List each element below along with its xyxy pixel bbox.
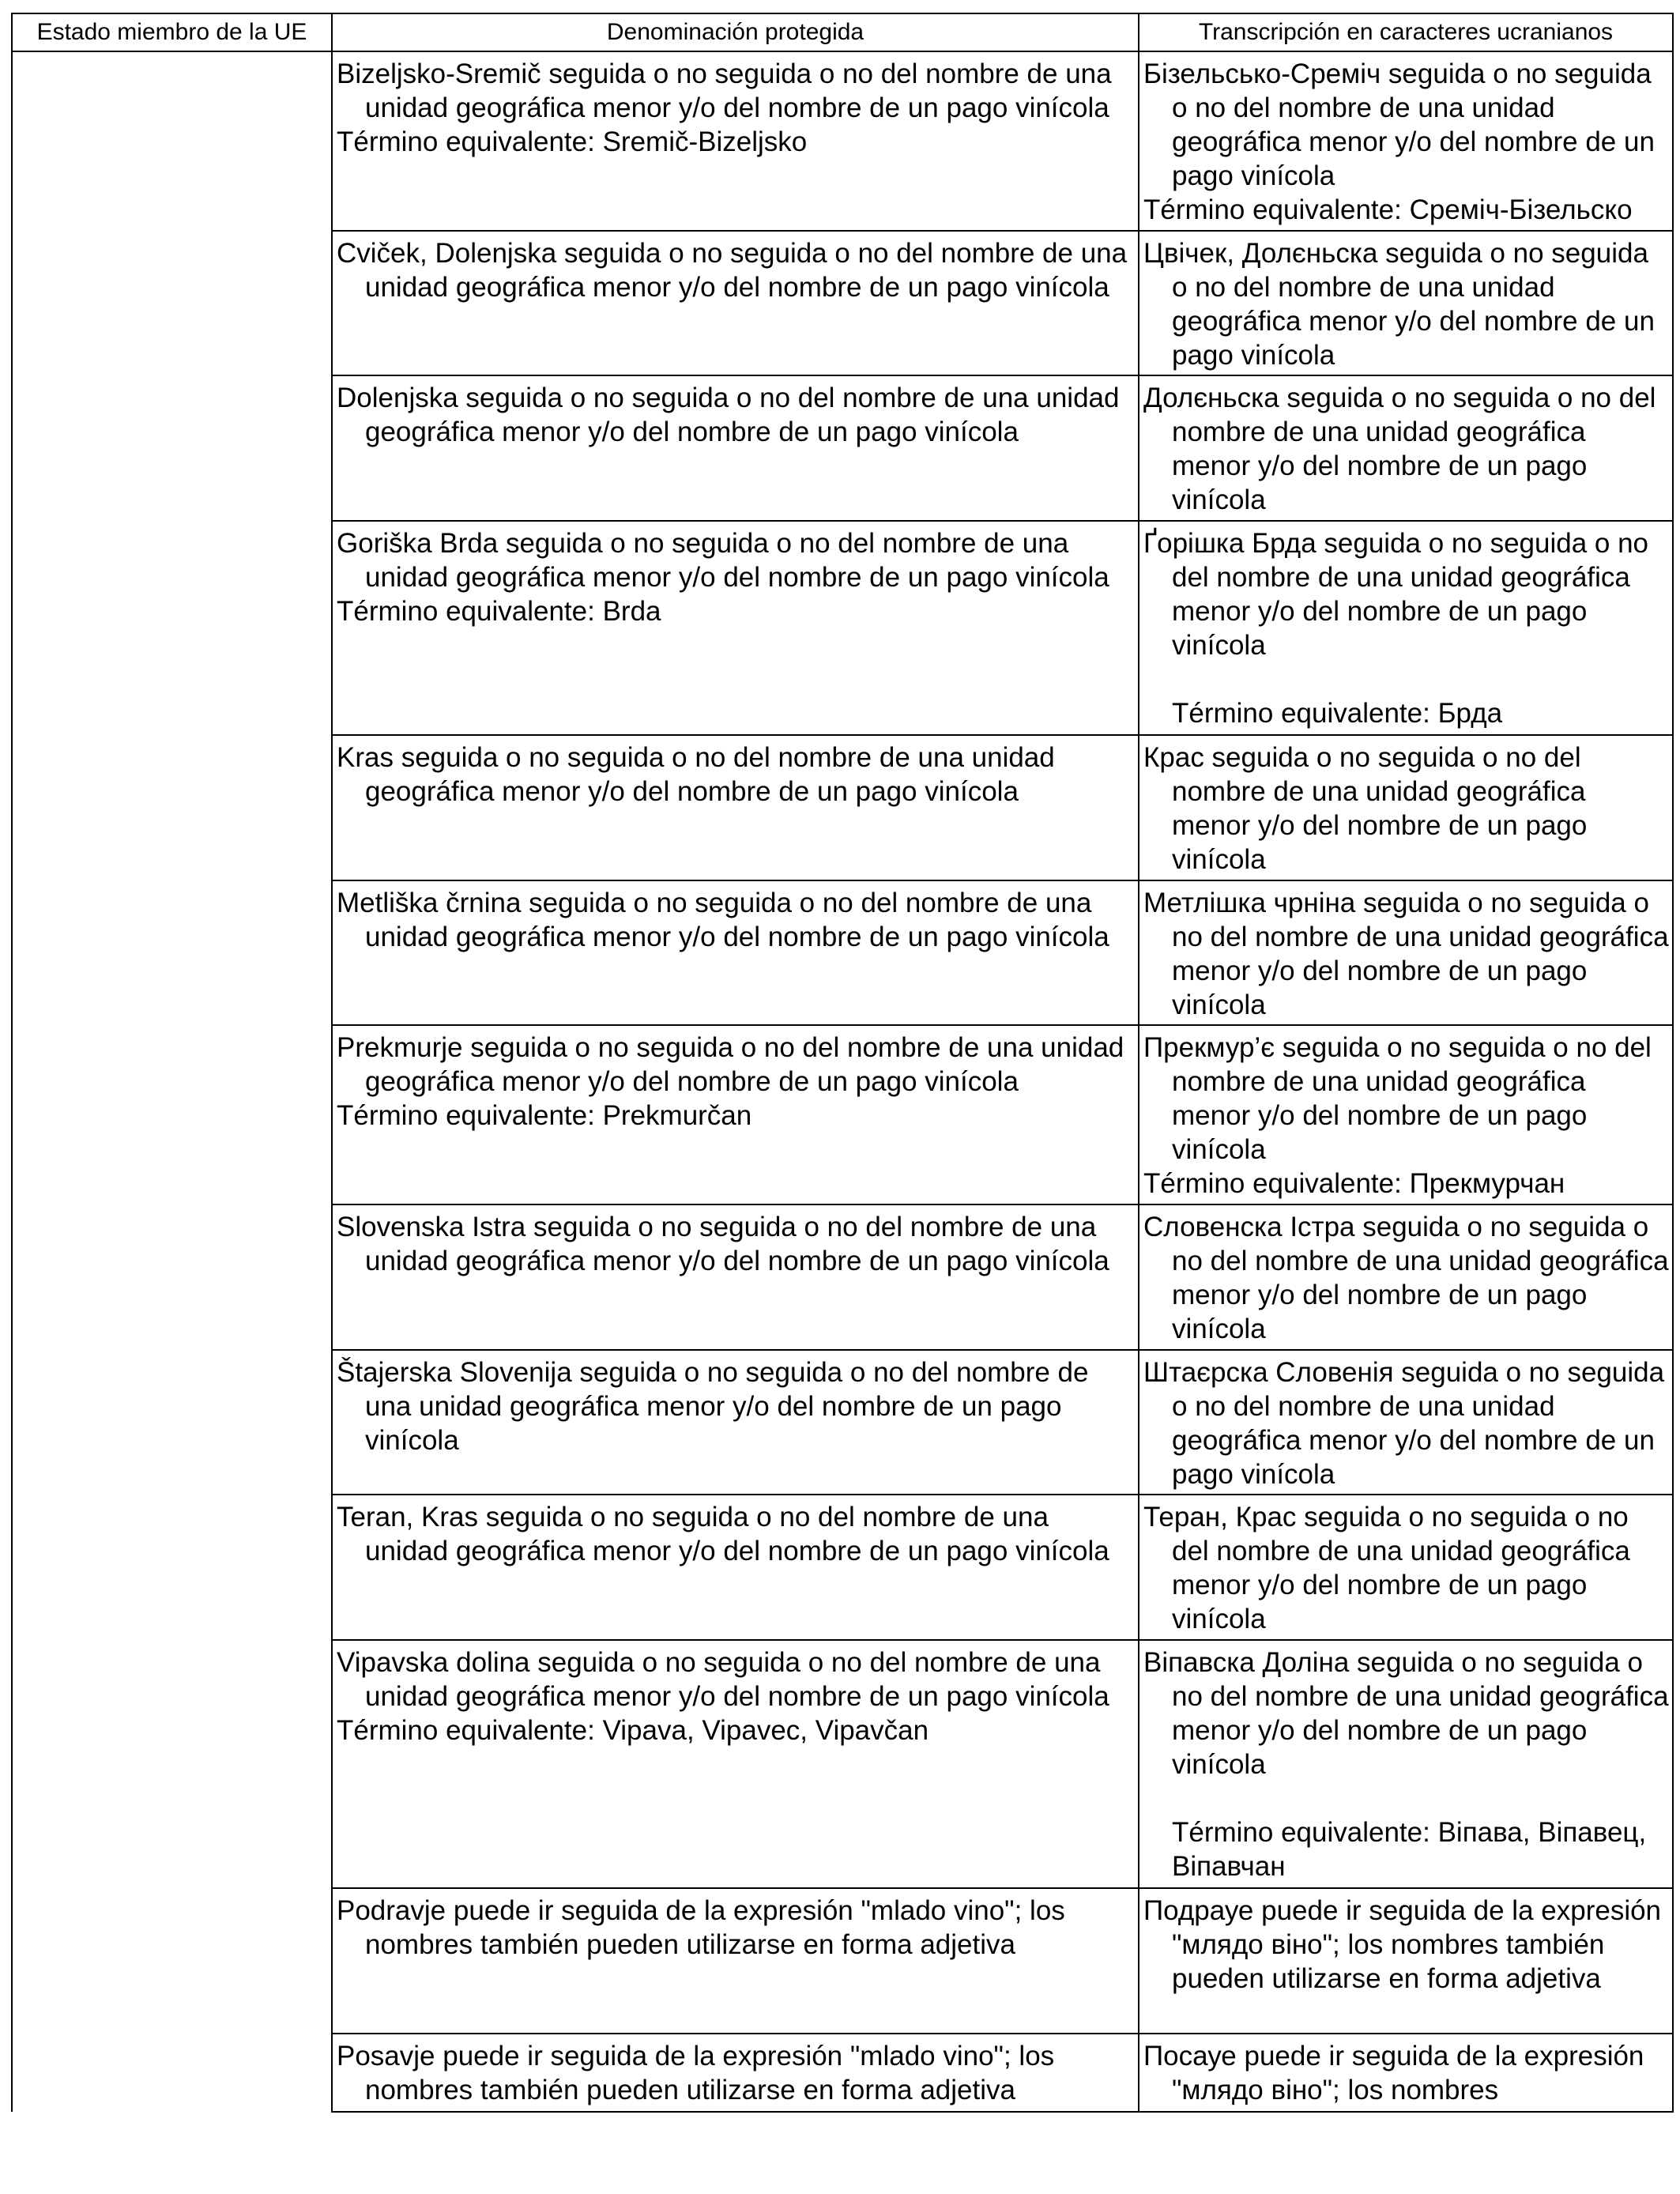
denomination-text: Podravje puede ir seguida de la expresión "mlado vino"; los nombres también pueden utilizarse en forma adjetiva [337, 1895, 1065, 1960]
denomination-cell [332, 735, 1139, 880]
header-ukrainian-transcription: Transcripción en caracteres ucranianos [1139, 13, 1673, 51]
transcription-text: Долєньска seguida o no seguida o no del nombre de una unidad geográfica menor y/o del nombre de un pago vinícola [1143, 383, 1656, 515]
denomination-equivalent: Término equivalente: Prekmurčan [337, 1100, 752, 1131]
denomination-cell [332, 2034, 1139, 2112]
transcription-cell [1139, 1495, 1673, 1640]
transcription-text: Подрауе puede ir seguida de la expresión "млядо віно"; los nombres también pueden utilizarse en forma adjetiva [1143, 1895, 1662, 1994]
denomination-text: Vipavska dolina seguida o no seguida o no del nombre de una unidad geográfica menor y/o del nombre de un pago vinícola [337, 1647, 1109, 1712]
transcription-text: Словенска Істра seguida o no seguida o no del nombre de una unidad geográfica menor y/o del nombre de un pago vinícola [1143, 1212, 1669, 1344]
denominations-table [11, 13, 1674, 2113]
denomination-cell [332, 231, 1139, 375]
denomination-equivalent: Término equivalente: Vipava, Vipavec, Vipavčan [337, 1715, 929, 1746]
denomination-equivalent: Término equivalente: Sremič-Bizeljsko [337, 126, 808, 157]
denomination-text: Dolenjska seguida o no seguida o no del nombre de una unidad geográfica menor y/o del nombre de un pago vinícola [337, 383, 1120, 447]
transcription-cell [1139, 1640, 1673, 1888]
transcription-text: Прекмур’є seguida o no seguida o no del nombre de una unidad geográfica menor y/o del nombre de un pago vinícola [1143, 1032, 1652, 1165]
denomination-text: Posavje puede ir seguida de la expresión "mlado vino"; los nombres también pueden utilizarse en forma adjetiva [337, 2041, 1055, 2105]
transcription-equivalent: Término equivalente: Брда [1172, 698, 1503, 729]
table-row [12, 51, 1673, 231]
denomination-text: Cviček, Dolenjska seguida o no seguida o no del nombre de una unidad geográfica menor y/o del nombre de un pago vinícola [337, 238, 1128, 303]
transcription-text: Цвічек, Долєньска seguida o no seguida o no del nombre de una unidad geográfica menor y/o del nombre de un pago vinícola [1143, 238, 1655, 371]
transcription-text: Штаєрска Словенія seguida o no seguida o no del nombre de una unidad geográfica menor y/o del nombre de un pago vinícola [1143, 1357, 1665, 1490]
denomination-text: Slovenska Istra seguida o no seguida o no del nombre de una unidad geográfica menor y/o del nombre de un pago vinícola [337, 1212, 1109, 1276]
denomination-cell [332, 1204, 1139, 1350]
transcription-equivalent: Término equivalente: Прекмурчан [1143, 1168, 1565, 1199]
table-header-row [12, 13, 1673, 51]
transcription-cell [1139, 1204, 1673, 1350]
denomination-text: Metliška črnina seguida o no seguida o no del nombre de una unidad geográfica menor y/o del nombre de un pago vinícola [337, 888, 1109, 952]
denomination-text: Štajerska Slovenija seguida o no seguida o no del nombre de una unidad geográfica menor y/o del nombre de un pago vinícola [337, 1357, 1089, 1456]
transcription-cell [1139, 51, 1673, 231]
transcription-equivalent: Término equivalente: Віпава, Віпавец, Віпавчан [1172, 1817, 1647, 1882]
denomination-text: Goriška Brda seguida o no seguida o no del nombre de una unidad geográfica menor y/o del nombre de un pago vinícola [337, 528, 1109, 593]
header-member-state: Estado miembro de la UE [12, 13, 332, 51]
member-state-cell [12, 51, 332, 2112]
denomination-text: Kras seguida o no seguida o no del nombre de una unidad geográfica menor y/o del nombre de un pago vinícola [337, 742, 1055, 807]
transcription-cell [1139, 735, 1673, 880]
transcription-cell [1139, 375, 1673, 521]
denomination-cell [332, 521, 1139, 735]
denomination-cell [332, 1640, 1139, 1888]
transcription-cell [1139, 231, 1673, 375]
denomination-cell [332, 1350, 1139, 1495]
denomination-cell [332, 1495, 1139, 1640]
denomination-cell [332, 1025, 1139, 1204]
transcription-cell [1139, 1350, 1673, 1495]
denomination-cell [332, 51, 1139, 231]
transcription-cell [1139, 1025, 1673, 1204]
transcription-text: Теран, Крас seguida o no seguida o no del nombre de una unidad geográfica menor y/o del nombre de un pago vinícola [1143, 1502, 1630, 1634]
denomination-cell [332, 375, 1139, 521]
denomination-text: Bizeljsko-Sremič seguida o no seguida o no del nombre de una unidad geográfica menor y/o del nombre de un pago vinícola [337, 58, 1112, 123]
denomination-cell [332, 1888, 1139, 2034]
transcription-text: Ґорішка Брда seguida o no seguida o no del nombre de una unidad geográfica menor y/o del nombre de un pago vinícola [1143, 528, 1649, 661]
transcription-cell [1139, 2034, 1673, 2112]
transcription-cell [1139, 1888, 1673, 2034]
denomination-equivalent: Término equivalente: Brda [337, 596, 661, 627]
transcription-cell [1139, 880, 1673, 1025]
header-protected-denomination: Denominación protegida [332, 13, 1139, 51]
denomination-text: Teran, Kras seguida o no seguida o no del nombre de una unidad geográfica menor y/o del nombre de un pago vinícola [337, 1502, 1109, 1566]
transcription-text: Бізельсько-Среміч seguida o no seguida o no del nombre de una unidad geográfica menor y/o del nombre de un pago vinícola [1143, 58, 1655, 191]
transcription-equivalent: Término equivalente: Среміч-Бізельско [1143, 194, 1633, 225]
transcription-text: Метлішка чрніна seguida o no seguida o no del nombre de una unidad geográfica menor y/o del nombre de un pago vinícola [1143, 888, 1669, 1020]
denomination-text: Prekmurje seguida o no seguida o no del nombre de una unidad geográfica menor y/o del nombre de un pago vinícola [337, 1032, 1124, 1097]
transcription-cell [1139, 521, 1673, 735]
transcription-text: Посауе puede ir seguida de la expresión "млядо віно"; los nombres [1143, 2041, 1644, 2105]
transcription-text: Крас seguida o no seguida o no del nombre de una unidad geográfica menor y/o del nombre de un pago vinícola [1143, 742, 1588, 875]
transcription-text: Віпавска Доліна seguida o no seguida o no del nombre de una unidad geográfica menor y/o del nombre de un pago vinícola [1143, 1647, 1669, 1780]
denomination-cell [332, 880, 1139, 1025]
